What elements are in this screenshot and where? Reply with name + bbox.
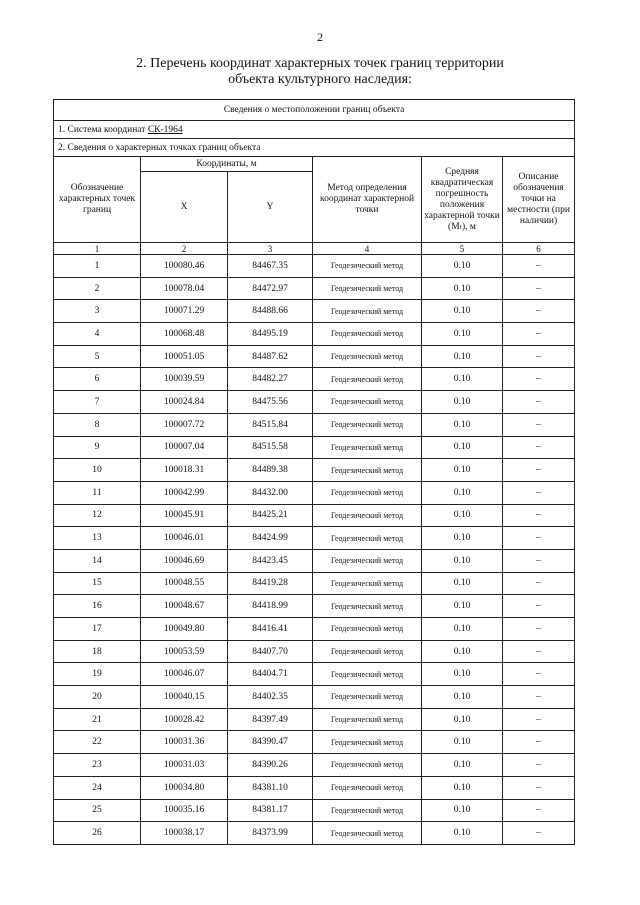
point-number-cell: 4 (54, 323, 141, 346)
x-coordinate-cell: 100040.15 (141, 686, 228, 709)
column-number: 3 (228, 243, 313, 255)
x-coordinate-cell: 100035.16 (141, 799, 228, 822)
point-number-cell: 6 (54, 368, 141, 391)
point-number-cell: 8 (54, 413, 141, 436)
description-cell: – (503, 481, 575, 504)
col-header-x: X (141, 172, 228, 243)
x-coordinate-cell: 100007.72 (141, 413, 228, 436)
method-cell: Геодезический метод (313, 459, 422, 482)
coordinates-table (53, 99, 575, 845)
description-cell: – (503, 686, 575, 709)
coordinate-system-name: СК-1964 (147, 124, 183, 135)
method-cell: Геодезический метод (313, 413, 422, 436)
error-cell: 0.10 (422, 527, 503, 550)
point-number-cell: 3 (54, 300, 141, 323)
table-row (54, 255, 575, 278)
y-coordinate-cell: 84418.99 (228, 595, 313, 618)
col-header-designation: Обозначение характерных точек границ (54, 157, 141, 243)
method-cell: Геодезический метод (313, 277, 422, 300)
table-row (54, 822, 575, 845)
method-cell: Геодезический метод (313, 640, 422, 663)
table-row (54, 459, 575, 482)
y-coordinate-cell: 84381.10 (228, 776, 313, 799)
point-number-cell: 10 (54, 459, 141, 482)
table-row (54, 799, 575, 822)
description-cell: – (503, 436, 575, 459)
table-row (54, 754, 575, 777)
error-cell: 0.10 (422, 618, 503, 641)
x-coordinate-cell: 100024.84 (141, 391, 228, 414)
column-number: 1 (54, 243, 141, 255)
description-cell: – (503, 527, 575, 550)
y-coordinate-cell: 84515.58 (228, 436, 313, 459)
x-coordinate-cell: 100080.46 (141, 255, 228, 278)
point-number-cell: 2 (54, 277, 141, 300)
x-coordinate-cell: 100046.69 (141, 549, 228, 572)
error-cell: 0.10 (422, 459, 503, 482)
table-row (54, 413, 575, 436)
description-cell: – (503, 595, 575, 618)
y-coordinate-cell: 84397.49 (228, 708, 313, 731)
col-header-y: Y (228, 172, 313, 243)
method-cell: Геодезический метод (313, 595, 422, 618)
page-heading (60, 56, 580, 88)
method-cell: Геодезический метод (313, 618, 422, 641)
y-coordinate-cell: 84373.99 (228, 822, 313, 845)
point-number-cell: 24 (54, 776, 141, 799)
x-coordinate-cell: 100071.29 (141, 300, 228, 323)
x-coordinate-cell: 100053.59 (141, 640, 228, 663)
x-coordinate-cell: 100048.55 (141, 572, 228, 595)
table-row (54, 708, 575, 731)
error-cell: 0.10 (422, 754, 503, 777)
point-number-cell: 12 (54, 504, 141, 527)
description-cell: – (503, 708, 575, 731)
table-row (54, 663, 575, 686)
point-number-cell: 7 (54, 391, 141, 414)
x-coordinate-cell: 100042.99 (141, 481, 228, 504)
y-coordinate-cell: 84495.19 (228, 323, 313, 346)
table-row (54, 572, 575, 595)
col-header-description: Описание обозначения точки на местности (при наличии) (503, 157, 575, 243)
error-cell: 0.10 (422, 572, 503, 595)
method-cell: Геодезический метод (313, 504, 422, 527)
table-row (54, 391, 575, 414)
table-title: Сведения о местоположении границ объекта (54, 100, 575, 121)
error-cell: 0.10 (422, 640, 503, 663)
coordinate-system-row (54, 121, 575, 139)
error-cell: 0.10 (422, 436, 503, 459)
heading-line-2: объекта культурного наследия: (228, 72, 412, 87)
description-cell: – (503, 618, 575, 641)
error-cell: 0.10 (422, 368, 503, 391)
x-coordinate-cell: 100046.01 (141, 527, 228, 550)
y-coordinate-cell: 84424.99 (228, 527, 313, 550)
description-cell: – (503, 572, 575, 595)
y-coordinate-cell: 84381.17 (228, 799, 313, 822)
error-cell: 0.10 (422, 255, 503, 278)
method-cell: Геодезический метод (313, 300, 422, 323)
method-cell: Геодезический метод (313, 686, 422, 709)
description-cell: – (503, 323, 575, 346)
point-number-cell: 20 (54, 686, 141, 709)
error-cell: 0.10 (422, 686, 503, 709)
point-number-cell: 13 (54, 527, 141, 550)
table-row (54, 618, 575, 641)
table-row (54, 640, 575, 663)
description-cell: – (503, 663, 575, 686)
x-coordinate-cell: 100051.05 (141, 345, 228, 368)
column-number: 4 (313, 243, 422, 255)
point-number-cell: 26 (54, 822, 141, 845)
point-number-cell: 25 (54, 799, 141, 822)
method-cell: Геодезический метод (313, 481, 422, 504)
error-cell: 0.10 (422, 731, 503, 754)
description-cell: – (503, 822, 575, 845)
col-header-coordinates: Координаты, м (141, 157, 313, 172)
x-coordinate-cell: 100038.17 (141, 822, 228, 845)
x-coordinate-cell: 100034.80 (141, 776, 228, 799)
error-cell: 0.10 (422, 776, 503, 799)
y-coordinate-cell: 84487.62 (228, 345, 313, 368)
point-number-cell: 1 (54, 255, 141, 278)
method-cell: Геодезический метод (313, 731, 422, 754)
point-number-cell: 22 (54, 731, 141, 754)
method-cell: Геодезический метод (313, 708, 422, 731)
x-coordinate-cell: 100078.04 (141, 277, 228, 300)
error-cell: 0.10 (422, 391, 503, 414)
table-row (54, 686, 575, 709)
y-coordinate-cell: 84402.35 (228, 686, 313, 709)
method-cell: Геодезический метод (313, 572, 422, 595)
y-coordinate-cell: 84482.27 (228, 368, 313, 391)
table-row (54, 504, 575, 527)
y-coordinate-cell: 84419.28 (228, 572, 313, 595)
method-cell: Геодезический метод (313, 799, 422, 822)
point-number-cell: 15 (54, 572, 141, 595)
point-number-cell: 5 (54, 345, 141, 368)
error-cell: 0.10 (422, 822, 503, 845)
table-row (54, 595, 575, 618)
x-coordinate-cell: 100046.07 (141, 663, 228, 686)
table-row (54, 549, 575, 572)
error-cell: 0.10 (422, 504, 503, 527)
table-row (54, 481, 575, 504)
y-coordinate-cell: 84475.56 (228, 391, 313, 414)
point-number-cell: 9 (54, 436, 141, 459)
y-coordinate-cell: 84425.21 (228, 504, 313, 527)
table-row (54, 368, 575, 391)
x-coordinate-cell: 100039.59 (141, 368, 228, 391)
method-cell: Геодезический метод (313, 549, 422, 572)
y-coordinate-cell: 84407.70 (228, 640, 313, 663)
y-coordinate-cell: 84390.47 (228, 731, 313, 754)
y-coordinate-cell: 84489.38 (228, 459, 313, 482)
x-coordinate-cell: 100007.04 (141, 436, 228, 459)
column-number: 2 (141, 243, 228, 255)
description-cell: – (503, 640, 575, 663)
table-row (54, 323, 575, 346)
error-cell: 0.10 (422, 595, 503, 618)
error-cell: 0.10 (422, 799, 503, 822)
table-row (54, 436, 575, 459)
x-coordinate-cell: 100031.36 (141, 731, 228, 754)
method-cell: Геодезический метод (313, 255, 422, 278)
x-coordinate-cell: 100031.03 (141, 754, 228, 777)
error-cell: 0.10 (422, 413, 503, 436)
description-cell: – (503, 754, 575, 777)
table-row (54, 300, 575, 323)
method-cell: Геодезический метод (313, 368, 422, 391)
table-row (54, 731, 575, 754)
error-cell: 0.10 (422, 345, 503, 368)
point-number-cell: 14 (54, 549, 141, 572)
error-cell: 0.10 (422, 708, 503, 731)
col-header-error: Средняя квадратическая погрешность положения характерной точки (Mₜ), м (422, 157, 503, 243)
method-cell: Геодезический метод (313, 527, 422, 550)
description-cell: – (503, 549, 575, 572)
y-coordinate-cell: 84515.84 (228, 413, 313, 436)
col-header-method: Метод определения координат характерной точки (313, 157, 422, 243)
x-coordinate-cell: 100045.91 (141, 504, 228, 527)
point-number-cell: 19 (54, 663, 141, 686)
point-number-cell: 16 (54, 595, 141, 618)
x-coordinate-cell: 100048.67 (141, 595, 228, 618)
description-cell: – (503, 799, 575, 822)
error-cell: 0.10 (422, 323, 503, 346)
method-cell: Геодезический метод (313, 391, 422, 414)
y-coordinate-cell: 84467.35 (228, 255, 313, 278)
method-cell: Геодезический метод (313, 822, 422, 845)
method-cell: Геодезический метод (313, 776, 422, 799)
y-coordinate-cell: 84472.97 (228, 277, 313, 300)
y-coordinate-cell: 84390.26 (228, 754, 313, 777)
x-coordinate-cell: 100068.48 (141, 323, 228, 346)
method-cell: Геодезический метод (313, 754, 422, 777)
description-cell: – (503, 368, 575, 391)
x-coordinate-cell: 100028.42 (141, 708, 228, 731)
table-row (54, 527, 575, 550)
description-cell: – (503, 413, 575, 436)
description-cell: – (503, 731, 575, 754)
method-cell: Геодезический метод (313, 345, 422, 368)
y-coordinate-cell: 84488.66 (228, 300, 313, 323)
point-number-cell: 11 (54, 481, 141, 504)
points-section-label: 2. Сведения о характерных точках границ объекта (54, 139, 575, 157)
description-cell: – (503, 345, 575, 368)
description-cell: – (503, 391, 575, 414)
description-cell: – (503, 776, 575, 799)
point-number-cell: 17 (54, 618, 141, 641)
coordinate-system-prefix: 1. Система координат (58, 124, 148, 135)
error-cell: 0.10 (422, 549, 503, 572)
error-cell: 0.10 (422, 277, 503, 300)
y-coordinate-cell: 84423.45 (228, 549, 313, 572)
column-number: 5 (422, 243, 503, 255)
point-number-cell: 23 (54, 754, 141, 777)
description-cell: – (503, 459, 575, 482)
description-cell: – (503, 504, 575, 527)
method-cell: Геодезический метод (313, 436, 422, 459)
error-cell: 0.10 (422, 481, 503, 504)
column-number: 6 (503, 243, 575, 255)
x-coordinate-cell: 100049.80 (141, 618, 228, 641)
description-cell: – (503, 255, 575, 278)
y-coordinate-cell: 84404.71 (228, 663, 313, 686)
error-cell: 0.10 (422, 300, 503, 323)
table-row (54, 776, 575, 799)
method-cell: Геодезический метод (313, 323, 422, 346)
point-number-cell: 18 (54, 640, 141, 663)
y-coordinate-cell: 84432.00 (228, 481, 313, 504)
table-row (54, 345, 575, 368)
description-cell: – (503, 300, 575, 323)
heading-line-1: 2. Перечень координат характерных точек границ территории (136, 56, 504, 71)
table-row (54, 277, 575, 300)
page-number: 2 (317, 30, 323, 44)
method-cell: Геодезический метод (313, 663, 422, 686)
x-coordinate-cell: 100018.31 (141, 459, 228, 482)
error-cell: 0.10 (422, 663, 503, 686)
y-coordinate-cell: 84416.41 (228, 618, 313, 641)
point-number-cell: 21 (54, 708, 141, 731)
description-cell: – (503, 277, 575, 300)
